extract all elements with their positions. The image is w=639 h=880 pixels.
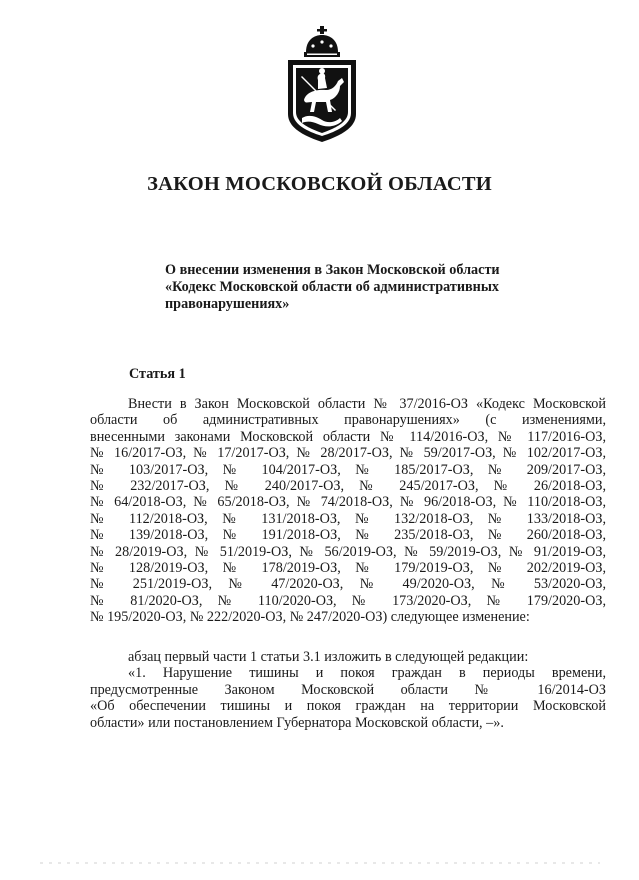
paragraph-line: Внести в Закон Московской области № 37/2016-ОЗ «Кодекс Московской: [128, 396, 606, 412]
paragraph-line: внесенными законами Московской области № 114/2016-ОЗ, № 117/2016-ОЗ,: [90, 428, 606, 445]
subtitle-line: правонарушениях»: [165, 296, 290, 312]
paragraph-amendment-text: [90, 649, 606, 731]
article-heading: Статья 1: [129, 366, 186, 382]
paragraph-line: № 103/2017-ОЗ, № 104/2017-ОЗ, № 185/2017-ОЗ, № 209/2017-ОЗ,: [90, 461, 606, 478]
paragraph-line: № 112/2018-ОЗ, № 131/2018-ОЗ, № 132/2018-ОЗ, № 133/2018-ОЗ,: [90, 510, 606, 527]
paragraph-line: предусмотренные Законом Московской области № 16/2014-ОЗ: [90, 681, 606, 698]
law-title: ЗАКОН МОСКОВСКОЙ ОБЛАСТИ: [147, 173, 492, 195]
paragraph-line: № 16/2017-ОЗ, № 17/2017-ОЗ, № 28/2017-ОЗ, № 59/2017-ОЗ, № 102/2017-ОЗ,: [90, 445, 606, 462]
law-subtitle: [165, 262, 565, 313]
paragraph-line: № 251/2019-ОЗ, № 47/2020-ОЗ, № 49/2020-ОЗ, № 53/2020-ОЗ,: [90, 576, 606, 593]
scan-artifact-divider: [40, 862, 600, 864]
coat-of-arms-emblem: [282, 26, 362, 144]
paragraph-line: области об административных правонарушениях» (с изменениями,: [90, 412, 606, 429]
paragraph-line: № 28/2019-ОЗ, № 51/2019-ОЗ, № 56/2019-ОЗ, № 59/2019-ОЗ, № 91/2019-ОЗ,: [90, 543, 606, 560]
paragraph-line: № 64/2018-ОЗ, № 65/2018-ОЗ, № 74/2018-ОЗ, № 96/2018-ОЗ, № 110/2018-ОЗ,: [90, 494, 606, 511]
paragraph-line: № 81/2020-ОЗ, № 110/2020-ОЗ, № 173/2020-ОЗ, № 179/2020-ОЗ,: [90, 592, 606, 609]
paragraph-line: «Об обеспечении тишины и покоя граждан на территории Московской: [90, 698, 606, 715]
subtitle-line: «Кодекс Московской области об административных: [165, 279, 500, 295]
paragraph-amendment-list: [90, 396, 606, 625]
paragraph-line: «1. Нарушение тишины и покоя граждан в периоды времени,: [128, 665, 606, 682]
paragraph-line: № 128/2019-ОЗ, № 178/2019-ОЗ, № 179/2019-ОЗ, № 202/2019-ОЗ,: [90, 559, 606, 576]
paragraph-line: области» или постановлением Губернатора Московской области, –».: [90, 714, 504, 731]
paragraph-line: № 232/2017-ОЗ, № 240/2017-ОЗ, № 245/2017-ОЗ, № 26/2018-ОЗ,: [90, 477, 606, 494]
paragraph-line: абзац первый части 1 статьи 3.1 изложить в следующей редакции:: [128, 649, 529, 665]
subtitle-line: О внесении изменения в Закон Московской области: [165, 262, 500, 278]
paragraph-line: № 195/2020-ОЗ, № 222/2020-ОЗ, № 247/2020-ОЗ) следующее изменение:: [90, 609, 530, 626]
paragraph-line: № 139/2018-ОЗ, № 191/2018-ОЗ, № 235/2018-ОЗ, № 260/2018-ОЗ,: [90, 527, 606, 544]
